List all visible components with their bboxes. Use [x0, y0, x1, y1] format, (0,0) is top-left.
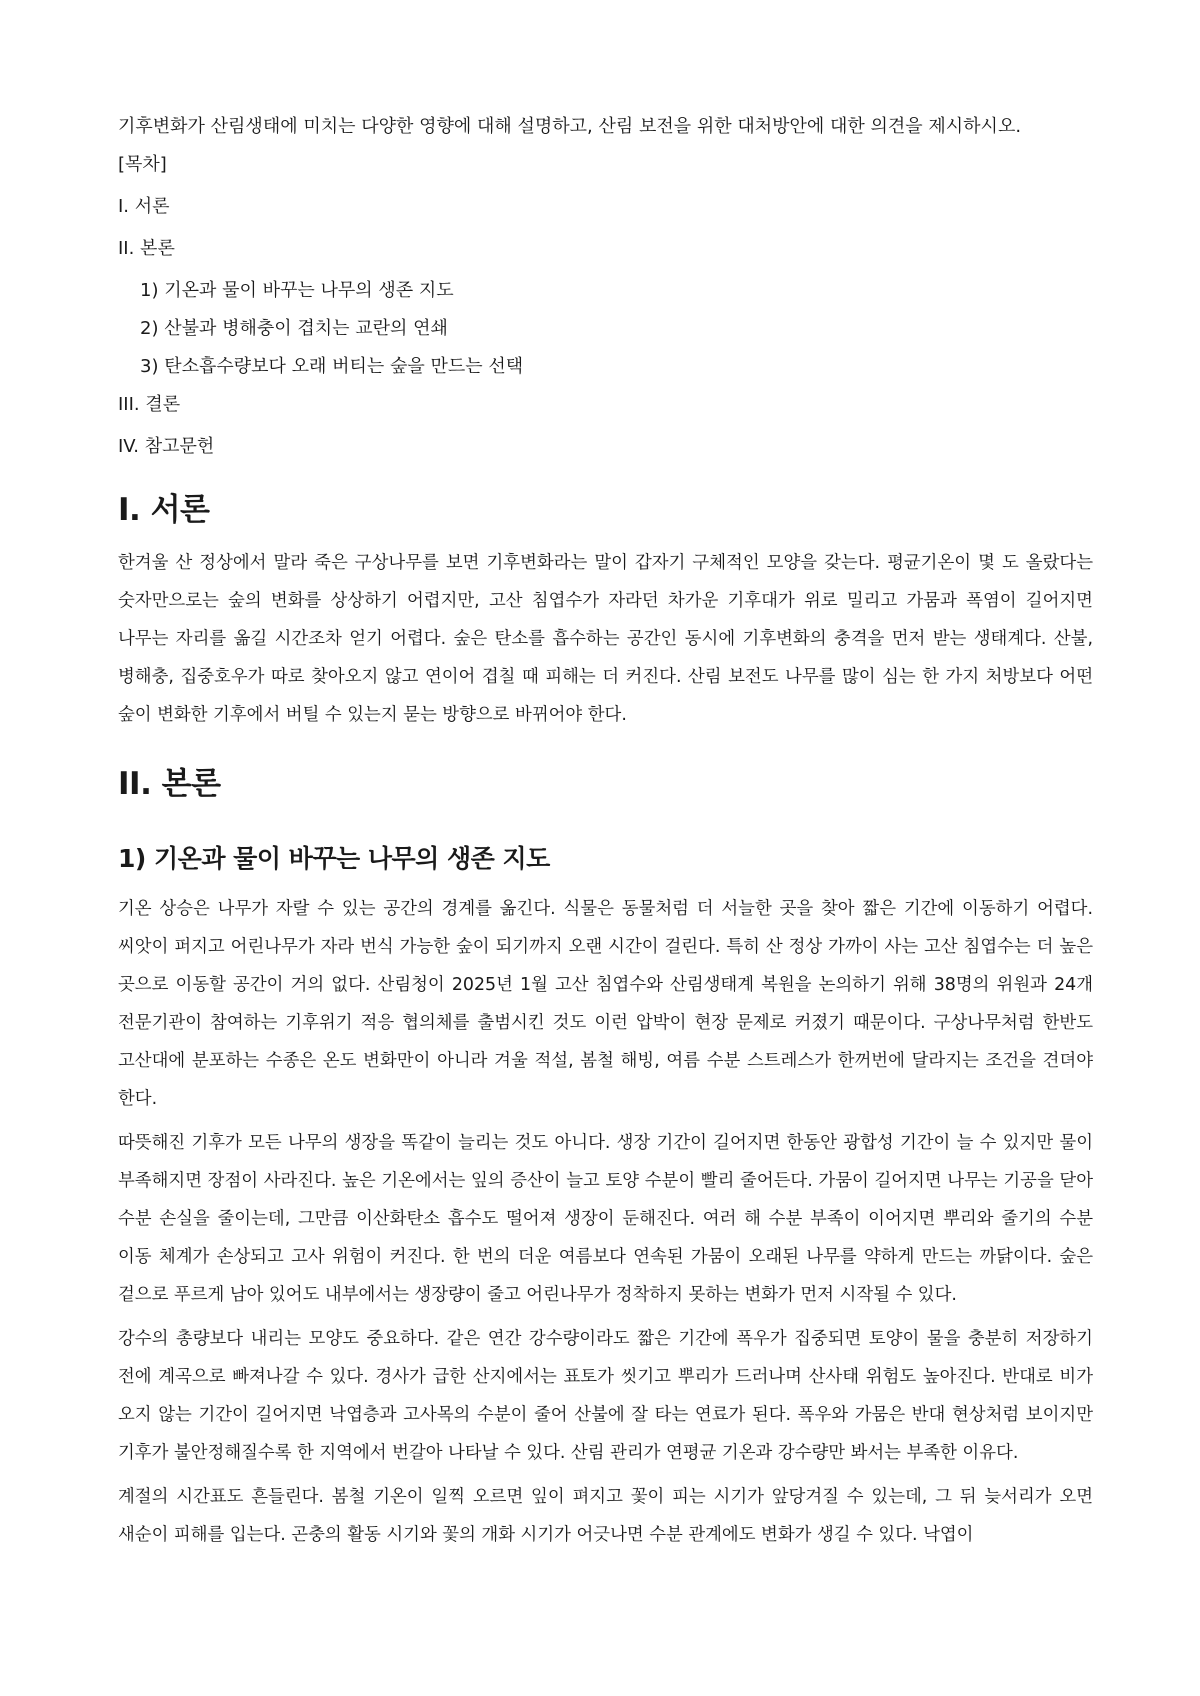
intro-paragraph: 한겨울 산 정상에서 말라 죽은 구상나무를 보면 기후변화라는 말이 갑자기 구체적인 모양을 갖는다. 평균기온이 몇 도 올랐다는 숫자만으로는 숲의 변화를 상상하기 어렵지만, 고산 침엽수가 자라던 차가운 기후대가 위로 밀리고 가뭄과 폭염이 길어지면 나무는 자리를 옮길 시간조차 얻기 어렵다. 숲은 탄소를 흡수하는 공간인 동시에 기후변화의 충격을 먼저 받는 생태계다. 산불, 병해충, 집중호우가 따로 찾아오지 않고 연이어 겹칠 때 피해는 더 커진다. 산림 보전도 나무를 많이 심는 한 가지 처방보다 어떤 숲이 변화한 기후에서 버틸 수 있는지 묻는 방향으로 바뀌어야 한다. — [118, 553, 1093, 725]
intro-heading: I. 서론 — [118, 492, 210, 528]
document-page — [118, 112, 1093, 1584]
subsection-1-paragraph-1: 기온 상승은 나무가 자랄 수 있는 공간의 경계를 옮긴다. 식물은 동물처럼 더 서늘한 곳을 찾아 짧은 기간에 이동하기 어렵다. 씨앗이 퍼지고 어린나무가 자라 번식 가능한 숲이 되기까지 오랜 시간이 걸린다. 특히 산 정상 가까이 사는 고산 침엽수는 더 높은 곳으로 이동할 공간이 거의 없다. 산림청이 2025년 1월 고산 침엽수와 산림생태계 복원을 논의하기 위해 38명의 위원과 24개 전문기관이 참여하는 기후위기 적응 협의체를 출범시킨 것도 이런 압박이 현장 문제로 커졌기 때문이다. 구상나무처럼 한반도 고산대에 분포하는 수종은 온도 변화만이 아니라 겨울 적설, 봄철 해빙, 여름 수분 스트레스가 한꺼번에 달라지는 조건을 견뎌야 한다. — [118, 899, 1093, 1109]
toc-item-conclusion: III. 결론 — [118, 394, 181, 415]
toc-item-main-2: 2) 산불과 병해충이 겹치는 교란의 연쇄 — [140, 318, 448, 339]
subsection-1-paragraph-3: 강수의 총량보다 내리는 모양도 중요하다. 같은 연간 강수량이라도 짧은 기간에 폭우가 집중되면 토양이 물을 충분히 저장하기 전에 계곡으로 빠져나갈 수 있다. 경사가 급한 산지에서는 표토가 씻기고 뿌리가 드러나며 산사태 위험도 높아진다. 반대로 비가 오지 않는 기간이 길어지면 낙엽층과 고사목의 수분이 줄어 산불에 잘 타는 연료가 된다. 폭우와 가뭄은 반대 현상처럼 보이지만 기후가 불안정해질수록 한 지역에서 번갈아 나타날 수 있다. 산림 관리가 연평균 기온과 강수량만 봐서는 부족한 이유다. — [118, 1329, 1093, 1463]
essay-prompt: 기후변화가 산림생태에 미치는 다양한 영향에 대해 설명하고, 산림 보전을 위한 대처방안에 대한 의견을 제시하시오. — [118, 116, 1022, 137]
table-of-contents — [118, 150, 1093, 462]
toc-item-main-3: 3) 탄소흡수량보다 오래 버티는 숲을 만드는 선택 — [140, 356, 524, 377]
toc-item-references: IV. 참고문헌 — [118, 436, 215, 457]
toc-title: [목차] — [118, 154, 167, 175]
section-main — [118, 764, 1093, 1554]
toc-item-main-1: 1) 기온과 물이 바꾸는 나무의 생존 지도 — [140, 280, 454, 301]
subsection-1-heading: 1) 기온과 물이 바꾸는 나무의 생존 지도 — [118, 844, 550, 873]
toc-item-main: II. 본론 — [118, 238, 175, 259]
subsection-1 — [118, 842, 1093, 1554]
section-intro — [118, 490, 1093, 734]
subsection-1-paragraph-2: 따뜻해진 기후가 모든 나무의 생장을 똑같이 늘리는 것도 아니다. 생장 기간이 길어지면 한동안 광합성 기간이 늘 수 있지만 물이 부족해지면 장점이 사라진다. 높은 기온에서는 잎의 증산이 늘고 토양 수분이 빨리 줄어든다. 가뭄이 길어지면 나무는 기공을 닫아 수분 손실을 줄이는데, 그만큼 이산화탄소 흡수도 떨어져 생장이 둔해진다. 여러 해 수분 부족이 이어지면 뿌리와 줄기의 수분 이동 체계가 손상되고 고사 위험이 커진다. 한 번의 더운 여름보다 연속된 가뭄이 오래된 나무를 약하게 만드는 까닭이다. 숲은 겉으로 푸르게 남아 있어도 내부에서는 생장량이 줄고 어린나무가 정착하지 못하는 변화가 먼저 시작될 수 있다. — [118, 1133, 1093, 1305]
toc-item-intro: I. 서론 — [118, 196, 170, 217]
main-heading: II. 본론 — [118, 766, 221, 802]
subsection-1-paragraph-4: 계절의 시간표도 흔들린다. 봄철 기온이 일찍 오르면 잎이 펴지고 꽃이 피는 시기가 앞당겨질 수 있는데, 그 뒤 늦서리가 오면 새순이 피해를 입는다. 곤충의 활동 시기와 꽃의 개화 시기가 어긋나면 수분 관계에도 변화가 생길 수 있다. 낙엽이 — [118, 1487, 1093, 1545]
